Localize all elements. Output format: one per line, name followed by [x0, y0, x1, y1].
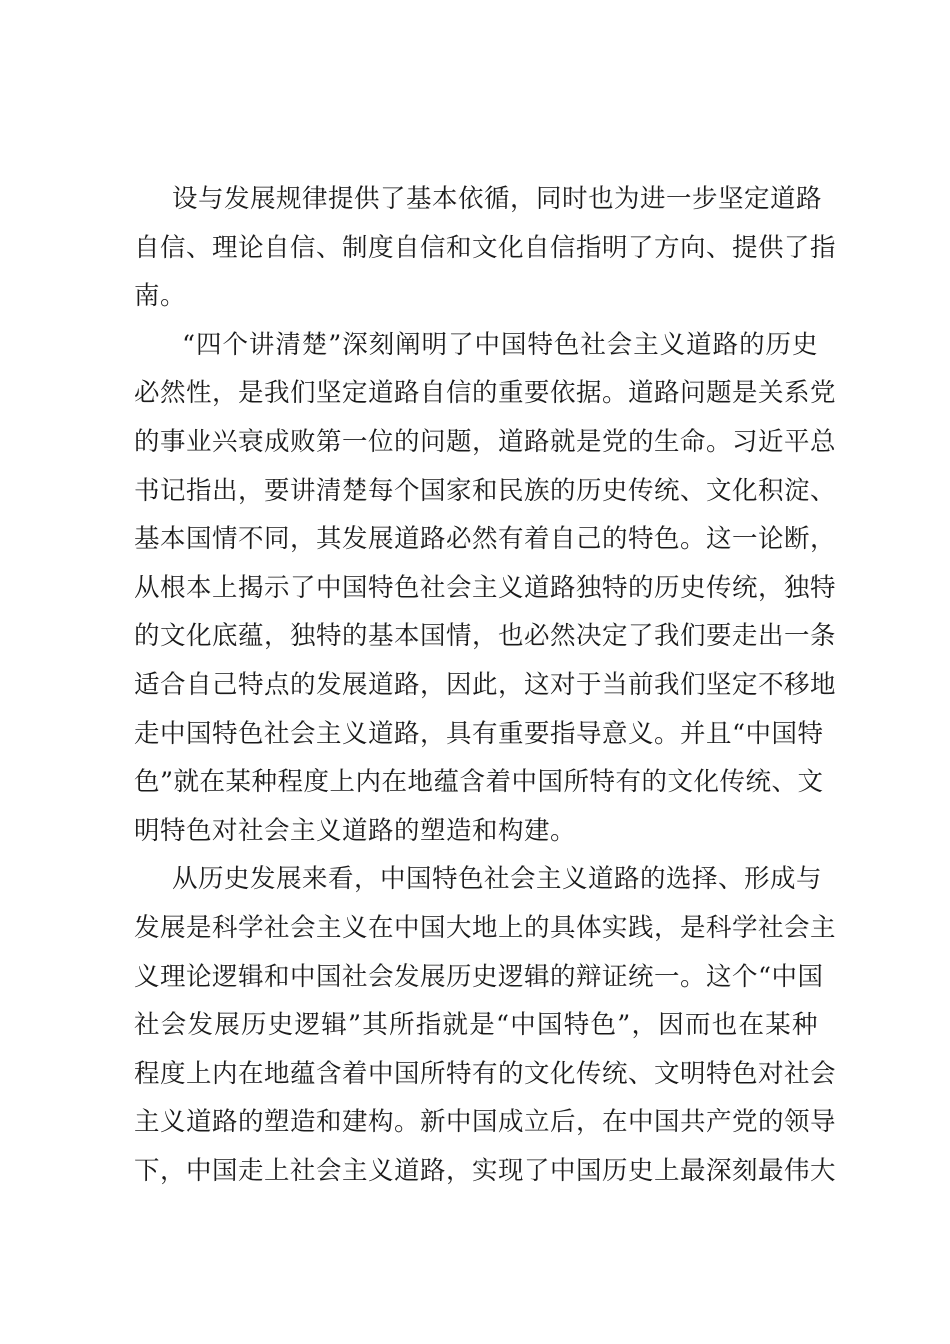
text-line: 色”就在某种程度上内在地蕴含着中国所特有的文化传统、文 — [134, 767, 824, 798]
text-line: 南。 — [134, 281, 187, 312]
text-line: 自信、理论自信、制度自信和文化自信指明了方向、提供了指 — [134, 232, 837, 263]
text-line: 义理论逻辑和中国社会发展历史逻辑的辩证统一。这个“中国 — [134, 961, 824, 992]
paragraph-1 — [134, 175, 837, 321]
text-line: 社会发展历史逻辑”其所指就是“中国特色”，因而也在某种 — [134, 1010, 818, 1041]
text-line: 适合自己特点的发展道路，因此，这对于当前我们坚定不移地 — [134, 669, 837, 700]
text-line: 从历史发展来看，中国特色社会主义道路的选择、形成与 — [172, 864, 823, 895]
text-line: 书记指出，要讲清楚每个国家和民族的历史传统、文化积淀、 — [134, 475, 837, 506]
text-line: 程度上内在地蕴含着中国所特有的文化传统、文明特色对社会 — [134, 1058, 837, 1089]
text-line: 主义道路的塑造和建构。新中国成立后，在中国共产党的领导 — [134, 1107, 837, 1138]
text-line: 设与发展规律提供了基本依循，同时也为进一步坚定道路 — [172, 184, 823, 214]
text-line: 基本国情不同，其发展道路必然有着自己的特色。这一论断， — [134, 524, 837, 555]
text-line: 的事业兴衰成败第一位的问题，道路就是党的生命。习近平总 — [134, 426, 837, 457]
text-line: 从根本上揭示了中国特色社会主义道路独特的历史传统，独特 — [134, 572, 837, 603]
text-line: 下，中国走上社会主义道路，实现了中国历史上最深刻最伟大 — [134, 1155, 837, 1186]
text-line: 走中国特色社会主义道路，具有重要指导意义。并且“中国特 — [134, 718, 824, 749]
paragraph-2 — [134, 321, 837, 856]
paragraph-3 — [134, 855, 837, 1195]
text-line: 的文化底蕴，独特的基本国情，也必然决定了我们要走出一条 — [134, 621, 837, 652]
text-line: 必然性，是我们坚定道路自信的重要依据。道路问题是关系党 — [134, 378, 837, 409]
text-line: “四个讲清楚”深刻阐明了中国特色社会主义道路的历史 — [182, 329, 818, 360]
text-line: 明特色对社会主义道路的塑造和构建。 — [134, 815, 577, 846]
body-text — [134, 175, 837, 1195]
text-line: 发展是科学社会主义在中国大地上的具体实践，是科学社会主 — [134, 912, 837, 943]
